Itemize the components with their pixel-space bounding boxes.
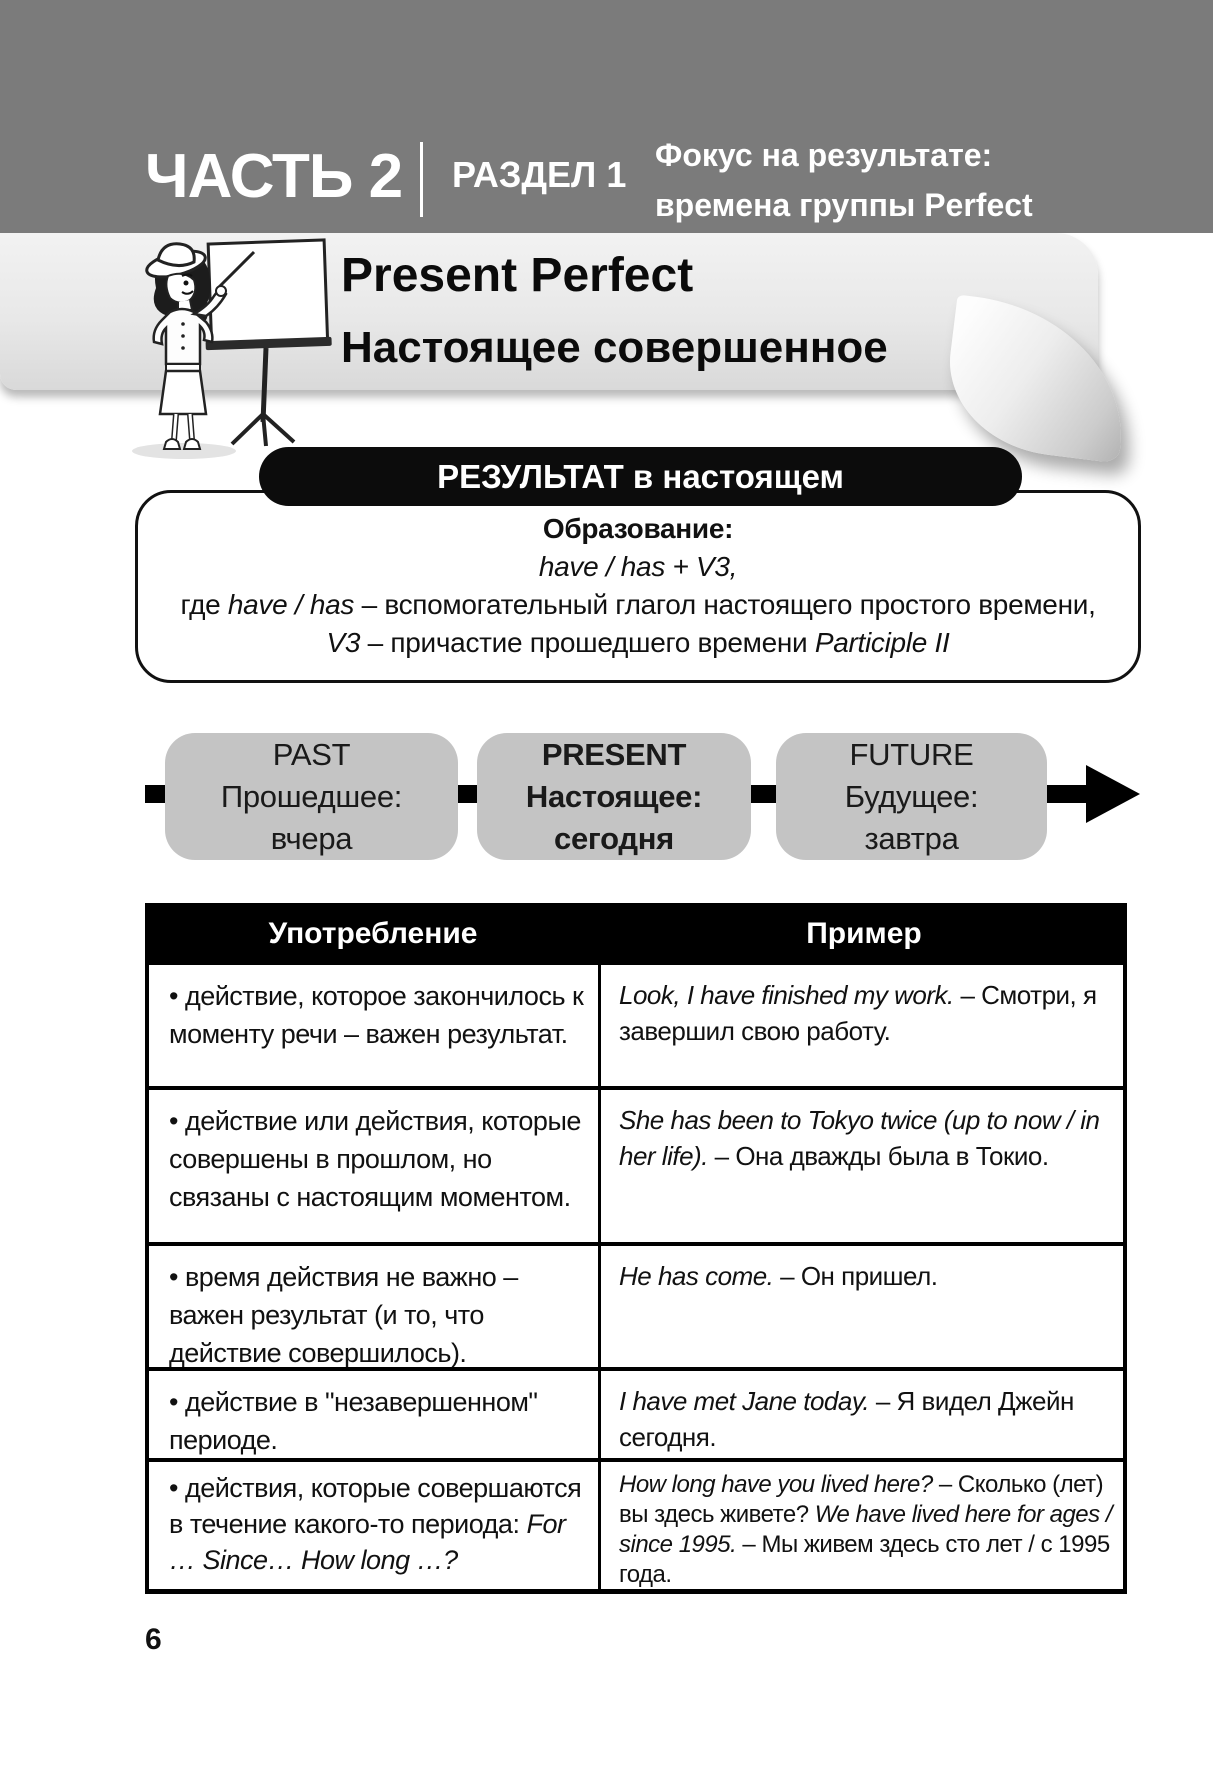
formation-rule-box bbox=[135, 490, 1141, 683]
table-row bbox=[149, 1242, 1123, 1367]
example-cell: He has come. – Он пришел. bbox=[619, 1261, 938, 1291]
page-number: 6 bbox=[145, 1623, 162, 1656]
timeline-future-ru: Будущее: bbox=[844, 778, 979, 814]
example-cell: I have met Jane today. – Я видел Джейн сегодня. bbox=[619, 1386, 1074, 1452]
section-title: РАЗДЕЛ 1 bbox=[452, 154, 627, 195]
formation-formula: have / has + V3, bbox=[538, 551, 738, 582]
part-title: ЧАСТЬ 2 bbox=[145, 142, 403, 211]
lesson-title-english: Present Perfect bbox=[341, 249, 694, 302]
timeline-present-ru: Настоящее: bbox=[525, 778, 703, 814]
usage-cell: • действие, которое закончилось к моменту речи – важен результат. bbox=[149, 965, 601, 1086]
timeline-line-segment bbox=[145, 785, 165, 803]
timeline-past-ru: Прошедшее: bbox=[220, 778, 403, 814]
timeline-line-segment bbox=[751, 785, 776, 803]
formation-heading: Образование: bbox=[542, 513, 734, 544]
formation-explanation-line1: где have / has – вспомогательный глагол настоящего простого времени, bbox=[180, 589, 1096, 620]
table-header-row bbox=[145, 903, 1127, 965]
timeline-past-en: PAST bbox=[272, 736, 351, 772]
formation-explanation-line2: V3 – причастие прошедшего времени Participle II bbox=[326, 627, 950, 658]
timeline-present-example: сегодня bbox=[554, 820, 674, 856]
table-body bbox=[145, 965, 1127, 1594]
timeline-box-present bbox=[477, 733, 751, 860]
section-subtitle-line1: Фокус на результате: bbox=[655, 137, 993, 173]
header-divider bbox=[420, 142, 423, 217]
usage-cell: • действие или действия, которые совершены в прошлом, но связаны с настоящим моментом. bbox=[149, 1090, 601, 1242]
column-header-usage: Употребление bbox=[268, 917, 478, 950]
example-cell: Look, I have finished my work. – Смотри, я завершил свою работу. bbox=[619, 980, 1097, 1046]
usage-table bbox=[145, 903, 1127, 1594]
timeline-box-future bbox=[776, 733, 1047, 860]
page-curl-decoration bbox=[940, 295, 1137, 464]
example-cell: She has been to Tokyo twice (up to now / in her life). – Она дважды была в Токио. bbox=[619, 1105, 1100, 1171]
result-heading-pill bbox=[259, 447, 1022, 506]
usage-cell: • действие в "незавершенном" периоде. bbox=[149, 1371, 601, 1458]
table-row bbox=[149, 1086, 1123, 1242]
result-heading-label: РЕЗУЛЬТАТ в настоящем bbox=[437, 457, 844, 495]
chapter-header-band bbox=[0, 0, 1213, 233]
table-row bbox=[149, 1458, 1123, 1589]
section-subtitle bbox=[655, 130, 1033, 230]
section-subtitle-line2: времена группы Perfect bbox=[655, 187, 1033, 223]
teacher-illustration bbox=[122, 236, 332, 464]
usage-cell: • время действия не важно – важен результат (и то, что действие совершилось). bbox=[149, 1246, 601, 1367]
table-row bbox=[149, 965, 1123, 1086]
timeline-arrow-icon bbox=[1086, 765, 1140, 823]
timeline-box-past bbox=[165, 733, 458, 860]
timeline-past-example: вчера bbox=[270, 820, 353, 856]
lesson-title-russian: Настоящее совершенное bbox=[341, 323, 888, 372]
timeline-future-example: завтра bbox=[864, 820, 959, 856]
usage-cell: • действия, которые совершаются в течение какого-то периода: For … Since… How long …? bbox=[149, 1462, 601, 1589]
column-header-example: Пример bbox=[806, 917, 922, 950]
table-row bbox=[149, 1367, 1123, 1458]
timeline-line-segment bbox=[458, 785, 477, 803]
timeline-future-en: FUTURE bbox=[849, 736, 974, 772]
example-cell: How long have you lived here? – Сколько (лет) вы здесь живете? We have lived here for ages / since 1995. – Мы живем здесь сто лет / с 1995 года. bbox=[619, 1471, 1112, 1588]
timeline-present-en: PRESENT bbox=[541, 736, 687, 772]
